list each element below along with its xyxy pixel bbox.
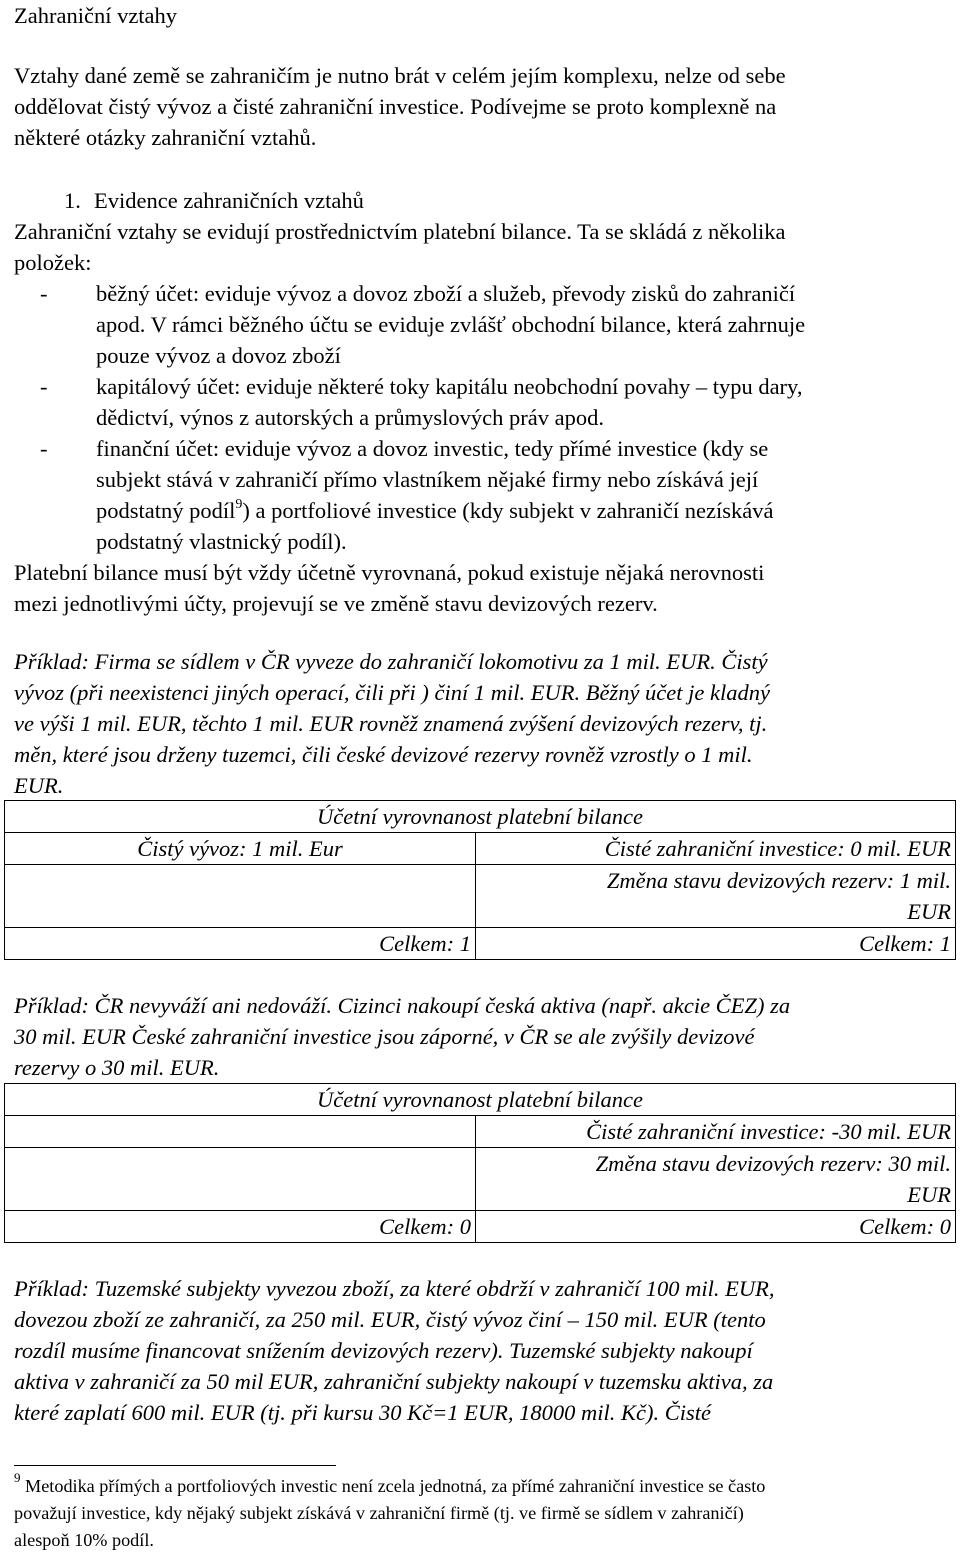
- list-dash: -: [40, 436, 48, 461]
- text-line: alespoň 10% podíl.: [14, 1530, 154, 1550]
- text-line: podstatný podíl: [96, 498, 236, 523]
- text-line: rozdíl musíme financovat snížením devizových rezerv). Tuzemské subjekty nakoupí: [14, 1338, 753, 1363]
- text-line: dovezou zboží ze zahraničí, za 250 mil. EUR, čistý vývoz činí – 150 mil. EUR (tento: [14, 1307, 766, 1332]
- text-line: Příklad: ČR nevyváží ani nedováží. Cizinci nakoupí česká aktiva (např. akcie ČEZ) za: [14, 993, 791, 1018]
- text-line: některé otázky zahraniční vztahů.: [14, 125, 317, 150]
- table-cell-net-export: Čistý vývoz: 1 mil. Eur: [5, 833, 476, 865]
- list-item-continuation: [14, 464, 944, 495]
- table-cell-reserve-change: [476, 1148, 956, 1211]
- list-item-continuation: [14, 309, 944, 340]
- list-item-continuation: [14, 526, 944, 557]
- section-heading: [14, 185, 944, 216]
- list-item-continuation: [14, 340, 944, 371]
- page-title: Zahraniční vztahy: [14, 3, 178, 28]
- text-line: pouze vývoz a dovoz zboží: [96, 343, 341, 368]
- text-line: aktiva v zahraničí za 50 mil EUR, zahraniční subjekty nakoupí v tuzemsku aktiva, za: [14, 1369, 774, 1394]
- account-list: [14, 278, 944, 557]
- list-item-continuation: [14, 402, 944, 433]
- text-line: položek:: [14, 250, 92, 275]
- text-line: dědictví, výnos z autorských a průmyslových práv apod.: [96, 405, 605, 430]
- list-dash: -: [40, 374, 48, 399]
- table-cell-reserve-change: [476, 865, 956, 928]
- table-cell-net-investment: Čisté zahraniční investice: -30 mil. EUR: [476, 1116, 956, 1148]
- list-item-capital-account: [14, 371, 944, 402]
- text-line: běžný účet: eviduje vývoz a dovoz zboží a služeb, převody zisků do zahraničí: [96, 281, 796, 306]
- list-dash: -: [40, 281, 48, 306]
- text-line: Platební bilance musí být vždy účetně vyrovnaná, pokud existuje nějaká nerovnosti: [14, 560, 765, 585]
- text-line: měn, které jsou drženy tuzemci, čili české devizové rezervy rovněž vzrostly o 1 mil.: [14, 742, 753, 767]
- text-line: 30 mil. EUR České zahraniční investice jsou záporné, v ČR se ale zvýšily devizové: [14, 1024, 755, 1049]
- text-line: podstatný vlastnický podíl).: [96, 529, 347, 554]
- table-cell-empty: [5, 1116, 476, 1148]
- text-line: kapitálový účet: eviduje některé toky kapitálu neobchodní povahy – typu dary,: [96, 374, 803, 399]
- text-line: finanční účet: eviduje vývoz a dovoz investic, tedy přímé investice (kdy se: [96, 436, 769, 461]
- cell-text: Změna stavu devizových rezerv: 30 mil.: [595, 1151, 951, 1176]
- footnote-number: 9: [14, 1469, 21, 1485]
- table-cell-net-investment: Čisté zahraniční investice: 0 mil. EUR: [476, 833, 956, 865]
- text-line: vývoz (při neexistenci jiných operací, čili při ) činí 1 mil. EUR. Běžný účet je kladný: [14, 680, 770, 705]
- table-cell-total-left: Celkem: 0: [5, 1211, 476, 1243]
- text-line: [14, 1469, 944, 1500]
- text-line: apod. V rámci běžného účtu se eviduje zvlášť obchodní bilance, která zahrnuje: [96, 312, 806, 337]
- table-cell-total-left: Celkem: 1: [5, 928, 476, 960]
- text-line: ) a portfoliové investice (kdy subjekt v zahraničí nezískává: [242, 498, 774, 523]
- balance-table-2: [4, 1083, 956, 1243]
- cell-text: EUR: [907, 899, 951, 924]
- section-number: 1.: [64, 188, 81, 213]
- text-line: mezi jednotlivými účty, projevují se ve změně stavu devizových rezerv.: [14, 591, 658, 616]
- example-3: [14, 1273, 944, 1428]
- section-heading-text: Evidence zahraničních vztahů: [94, 188, 364, 213]
- text-line: které zaplatí 600 mil. EUR (tj. při kursu 30 Kč=1 EUR, 18000 mil. Kč). Čisté: [14, 1400, 711, 1425]
- text-line: ve výši 1 mil. EUR, těchto 1 mil. EUR rovněž znamená zvýšení devizových rezerv, tj.: [14, 711, 768, 736]
- table-header: Účetní vyrovnanost platební bilance: [5, 1084, 956, 1116]
- footnote: [14, 1469, 944, 1554]
- table-cell-total-right: Celkem: 1: [476, 928, 956, 960]
- list-item-continuation: [14, 495, 944, 526]
- table-cell-total-right: Celkem: 0: [476, 1211, 956, 1243]
- text-line: Zahraniční vztahy se evidují prostřednictvím platební bilance. Ta se skládá z několika: [14, 219, 786, 244]
- example-2: [14, 990, 944, 1083]
- text-line: subjekt stává v zahraničí přímo vlastníkem nějaké firmy nebo získává její: [96, 467, 759, 492]
- text-line: rezervy o 30 mil. EUR.: [14, 1055, 220, 1080]
- footnote-ref[interactable]: 9: [235, 496, 243, 512]
- section-evidence: [14, 185, 944, 619]
- text-line: Příklad: Firma se sídlem v ČR vyveze do zahraničí lokomotivu za 1 mil. EUR. Čistý: [14, 649, 768, 674]
- balance-table-1: [4, 800, 956, 960]
- table-cell-empty: [5, 865, 476, 928]
- table-cell-empty: [5, 1148, 476, 1211]
- text-line: Vztahy dané země se zahraničím je nutno brát v celém jejím komplexu, nelze od sebe: [14, 63, 786, 88]
- intro-paragraph: [14, 60, 786, 153]
- cell-text: EUR: [907, 1182, 951, 1207]
- text-line: Příklad: Tuzemské subjekty vyvezou zboží, za které obdrží v zahraničí 100 mil. EUR,: [14, 1276, 775, 1301]
- text-line: oddělovat čistý vývoz a čisté zahraniční investice. Podívejme se proto komplexně na: [14, 94, 777, 119]
- footnote-text: Metodika přímých a portfoliových investic není zcela jednotná, za přímé zahraniční investice se často: [20, 1476, 766, 1496]
- text-line: považují investice, kdy nějaký subjekt získává v zahraniční firmě (tj. ve firmě se sídlem v zahraničí): [14, 1503, 744, 1523]
- example-1: [14, 646, 944, 801]
- footnote-separator: [14, 1465, 336, 1466]
- list-item-current-account: [14, 278, 944, 309]
- table-header: Účetní vyrovnanost platební bilance: [5, 801, 956, 833]
- list-item-financial-account: [14, 433, 944, 464]
- text-line: EUR.: [14, 773, 64, 798]
- cell-text: Změna stavu devizových rezerv: 1 mil.: [606, 868, 951, 893]
